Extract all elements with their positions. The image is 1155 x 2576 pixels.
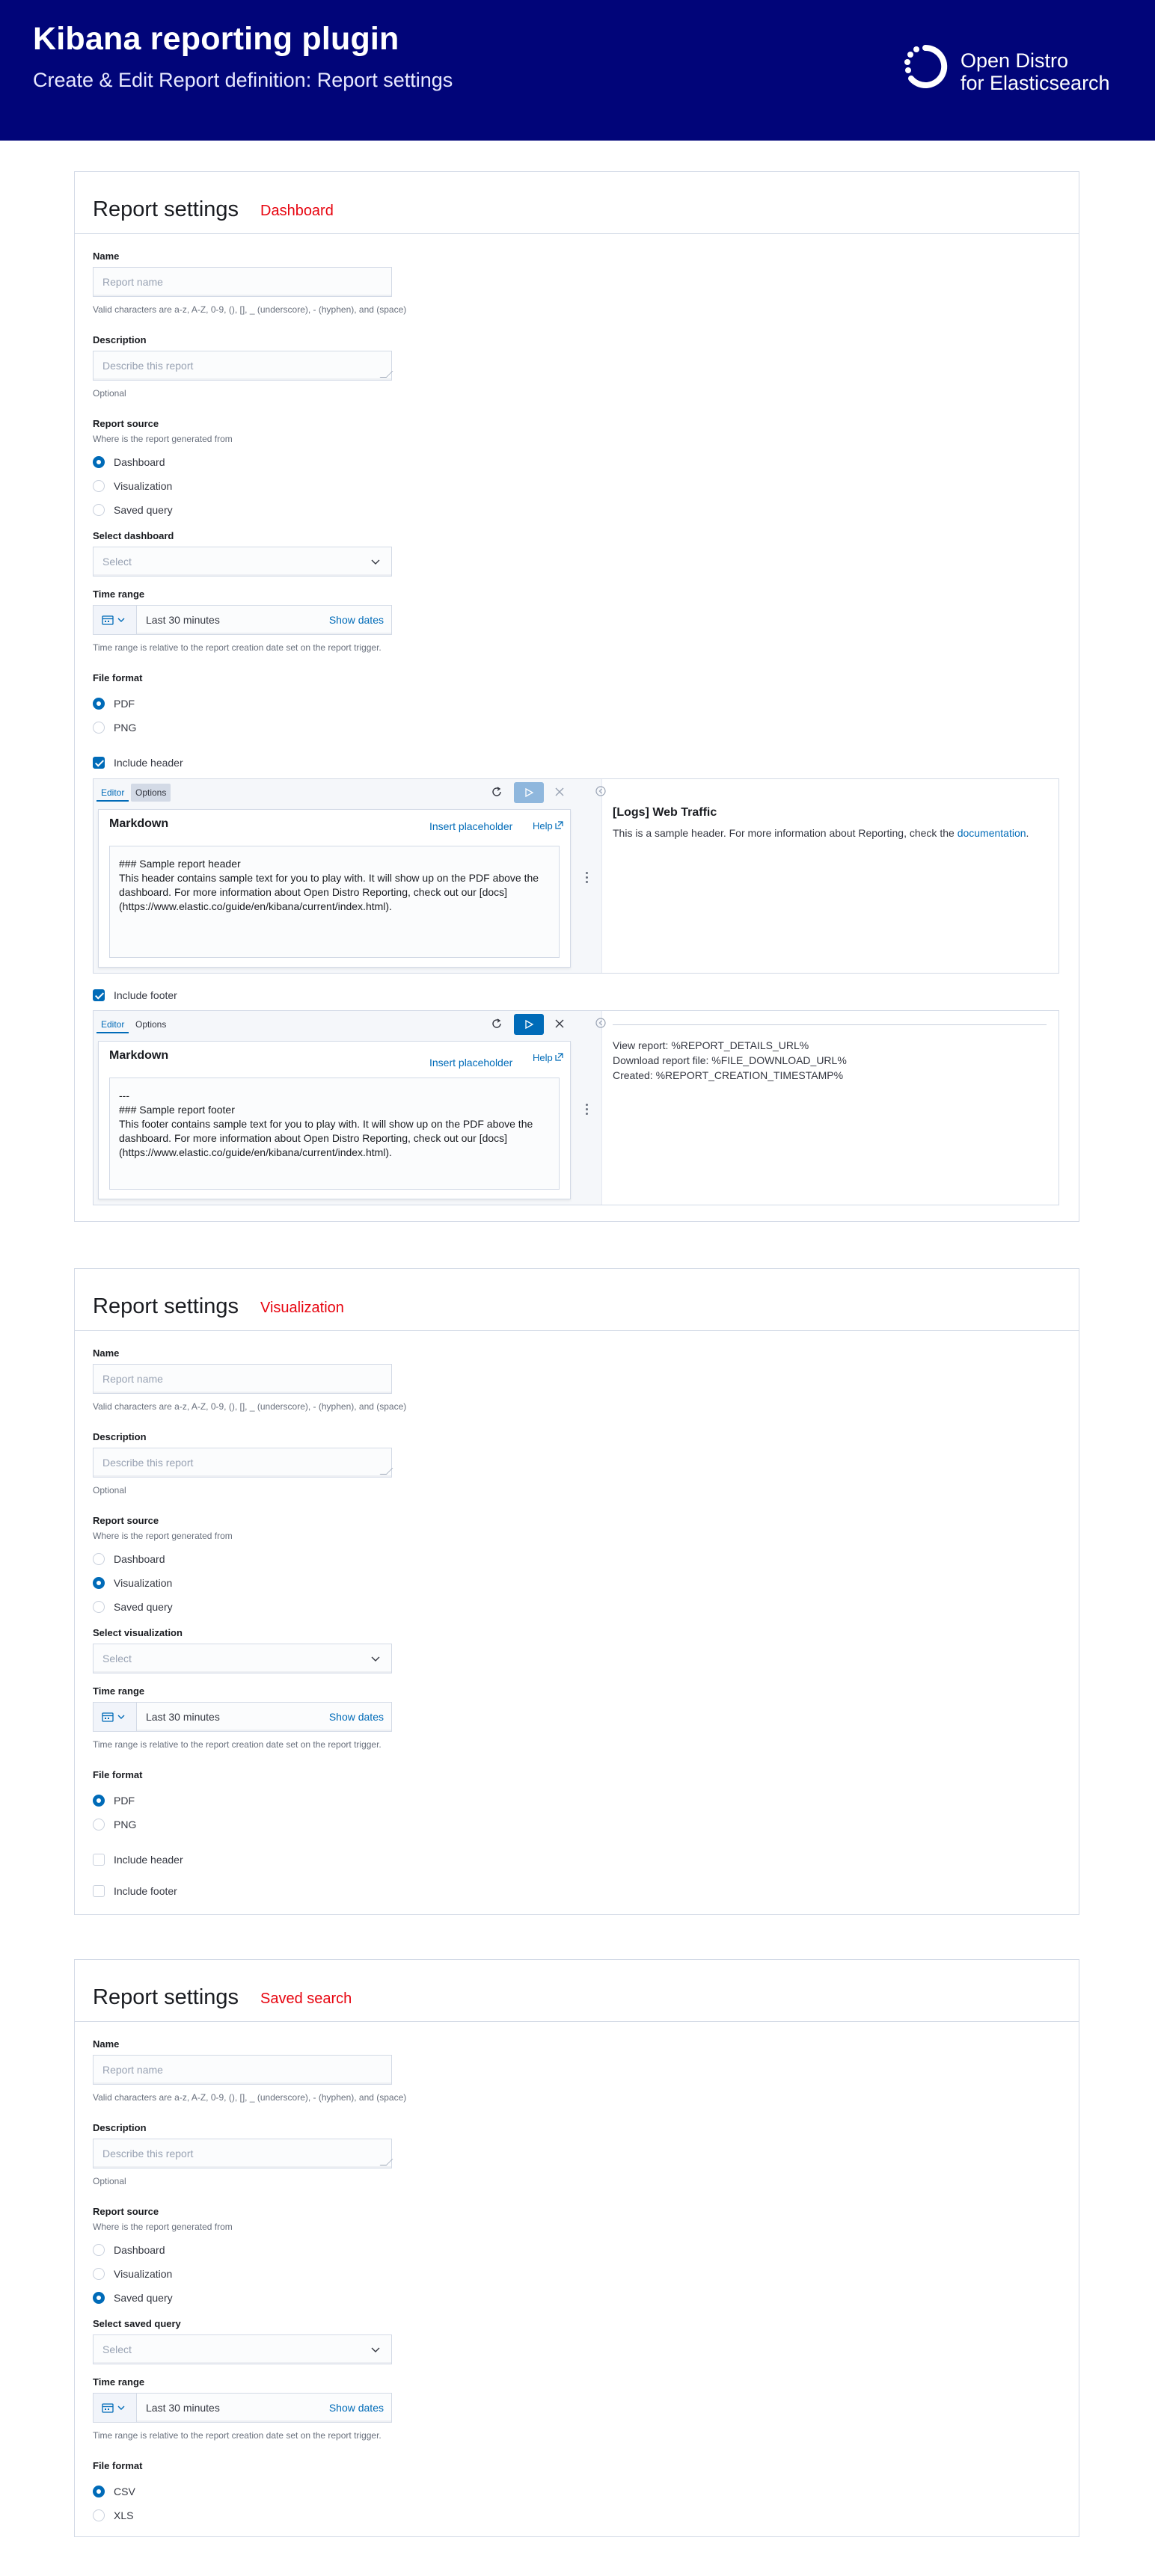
- documentation-link[interactable]: documentation: [957, 827, 1026, 839]
- time-range-label: Time range: [93, 588, 145, 600]
- footer-line-download-url: Download report file: %FILE_DOWNLOAD_URL%: [613, 1054, 847, 1066]
- source-radio-visualization[interactable]: [93, 1575, 172, 1591]
- radio-icon: [93, 2268, 105, 2280]
- footer-line-created: Created: %REPORT_CREATION_TIMESTAMP%: [613, 1069, 844, 1081]
- help-link[interactable]: [533, 820, 563, 831]
- calendar-icon: [102, 615, 114, 625]
- name-input[interactable]: Report name: [93, 2055, 392, 2085]
- external-link-icon: [555, 821, 563, 829]
- panel-header: [75, 1269, 1079, 1331]
- checkbox-label: Include header: [114, 1854, 183, 1866]
- show-dates-link[interactable]: Show dates: [328, 1711, 384, 1723]
- footer-line-report-url: View report: %REPORT_DETAILS_URL%: [613, 1039, 809, 1051]
- refresh-icon[interactable]: [490, 1017, 503, 1030]
- editor-pane: [94, 779, 602, 973]
- time-range-value: Last 30 minutes: [146, 614, 220, 626]
- time-range-picker: [93, 2393, 392, 2423]
- radio-checked-icon: [93, 456, 105, 468]
- help-link[interactable]: [533, 1052, 563, 1063]
- description-input[interactable]: Describe this report: [93, 2139, 392, 2168]
- radio-label: PNG: [114, 1819, 137, 1830]
- source-radio-dashboard[interactable]: [93, 1551, 165, 1567]
- radio-label: Dashboard: [114, 456, 165, 468]
- markdown-card: [98, 1041, 571, 1199]
- report-source-help: Where is the report generated from: [93, 2222, 233, 2232]
- report-settings-panel-visualization: [74, 1268, 1079, 1915]
- report-source-label: Report source: [93, 418, 159, 429]
- source-radio-visualization[interactable]: [93, 2266, 172, 2282]
- description-help: Optional: [93, 388, 126, 399]
- radio-icon: [93, 1601, 105, 1613]
- radio-icon: [93, 2244, 105, 2256]
- file-format-label: File format: [93, 672, 143, 683]
- run-button[interactable]: [514, 782, 544, 803]
- select-dashboard-label: Select dashboard: [93, 530, 174, 541]
- report-source-help: Where is the report generated from: [93, 434, 233, 444]
- footer-markdown-textarea[interactable]: --- ### Sample report footer This footer contains sample text for you to play with. It will show up on the PDF above the dashboard. For more information about Open Distro Reporting, check out our [docs](https://www.elastic.co/guide/en/kibana/current/index.html).: [109, 1078, 560, 1190]
- panel-tag: Visualization: [260, 1300, 344, 1316]
- calendar-icon: [102, 1712, 114, 1722]
- name-label: Name: [93, 1347, 120, 1359]
- description-help: Optional: [93, 1485, 126, 1496]
- select-saved-query-dropdown[interactable]: [93, 2334, 392, 2364]
- help-label: Help: [533, 820, 553, 831]
- panel-header: [75, 1960, 1079, 2022]
- select-placeholder: Select: [102, 556, 132, 568]
- select-dashboard-dropdown[interactable]: [93, 547, 392, 577]
- run-button[interactable]: [514, 1014, 544, 1035]
- radio-checked-icon: [93, 2486, 105, 2497]
- name-help: Valid characters are a-z, A-Z, 0-9, (), [], _ (underscore), - (hyphen), and (space): [93, 1401, 407, 1412]
- format-radio-png[interactable]: [93, 1816, 136, 1833]
- editor-tabs: [94, 779, 602, 809]
- checkbox-label: Include footer: [114, 989, 177, 1001]
- header-markdown-editor: [93, 778, 1059, 974]
- time-range-label: Time range: [93, 2376, 145, 2388]
- format-radio-pdf[interactable]: [93, 1792, 135, 1809]
- radio-icon: [93, 504, 105, 516]
- file-format-label: File format: [93, 2460, 143, 2471]
- footer-preview-lines: [613, 1038, 847, 1083]
- external-link-icon: [555, 1053, 563, 1061]
- page-title: Kibana reporting plugin: [33, 21, 399, 57]
- brand-name: [961, 49, 1110, 94]
- source-radio-dashboard[interactable]: [93, 2242, 165, 2258]
- insert-placeholder-link[interactable]: Insert placeholder: [429, 1057, 513, 1069]
- chevron-down-icon: [370, 556, 381, 567]
- collapse-panel-icon[interactable]: [595, 785, 607, 797]
- footer-markdown-editor: [93, 1010, 1059, 1205]
- quick-select-button[interactable]: [94, 2394, 137, 2422]
- time-range-help: Time range is relative to the report creation date set on the report trigger.: [93, 642, 382, 653]
- panel-tag: Saved search: [260, 1991, 352, 2007]
- description-help: Optional: [93, 2176, 126, 2186]
- radio-label: Visualization: [114, 2268, 173, 2280]
- refresh-icon[interactable]: [490, 785, 503, 799]
- horizontal-rule: [613, 1024, 1047, 1025]
- time-range-help: Time range is relative to the report creation date set on the report trigger.: [93, 1739, 382, 1750]
- time-range-value: Last 30 minutes: [146, 1711, 220, 1723]
- footer-preview: [613, 1011, 1059, 1205]
- markdown-card-title: Markdown: [109, 1049, 169, 1062]
- page-subtitle: Create & Edit Report definition: Report settings: [33, 69, 453, 91]
- tab-options[interactable]: Options: [131, 784, 171, 802]
- include-footer-checkbox[interactable]: [93, 1883, 177, 1899]
- source-radio-visualization[interactable]: [93, 478, 172, 494]
- description-label: Description: [93, 334, 147, 345]
- radio-label: Visualization: [114, 480, 173, 492]
- radio-label: XLS: [114, 2509, 134, 2521]
- description-input[interactable]: Describe this report: [93, 1448, 392, 1478]
- brand-logo: [902, 43, 1127, 97]
- kebab-icon[interactable]: [586, 872, 589, 884]
- tab-options[interactable]: Options: [135, 1019, 167, 1030]
- brand-line-2: for Elasticsearch: [961, 72, 1110, 94]
- include-footer-checkbox[interactable]: [93, 987, 177, 1003]
- time-range-picker: [93, 1702, 392, 1732]
- chevron-down-icon: [117, 2404, 126, 2411]
- show-dates-link[interactable]: Show dates: [328, 614, 384, 626]
- name-label: Name: [93, 2038, 120, 2050]
- radio-label: CSV: [114, 2486, 135, 2497]
- format-radio-csv[interactable]: [93, 2483, 135, 2500]
- name-input[interactable]: Report name: [93, 1364, 392, 1394]
- time-range-help: Time range is relative to the report creation date set on the report trigger.: [93, 2430, 382, 2441]
- radio-label: Saved query: [114, 1601, 173, 1613]
- radio-icon: [93, 1819, 105, 1830]
- source-radio-saved-query[interactable]: [93, 1599, 173, 1615]
- collapse-panel-icon[interactable]: [595, 1017, 607, 1029]
- radio-label: PDF: [114, 1795, 135, 1807]
- checkbox-checked-icon: [93, 757, 105, 769]
- chevron-down-icon: [370, 2344, 381, 2355]
- editor-pane: [94, 1011, 602, 1205]
- radio-checked-icon: [93, 1795, 105, 1807]
- editor-tabs: [94, 1011, 602, 1041]
- checkbox-icon: [93, 1854, 105, 1866]
- kebab-icon[interactable]: [586, 1104, 589, 1116]
- brand-line-1: Open Distro: [961, 49, 1069, 72]
- name-help: Valid characters are a-z, A-Z, 0-9, (), [], _ (underscore), - (hyphen), and (space): [93, 2092, 407, 2103]
- select-placeholder: Select: [102, 2343, 132, 2355]
- name-input[interactable]: Report name: [93, 267, 392, 297]
- select-visualization-dropdown[interactable]: [93, 1644, 392, 1673]
- checkbox-label: Include header: [114, 757, 183, 769]
- select-saved-query-label: Select saved query: [93, 2318, 181, 2329]
- source-radio-saved-query[interactable]: [93, 2290, 173, 2306]
- radio-label: Saved query: [114, 2292, 173, 2304]
- help-label: Help: [533, 1052, 553, 1063]
- source-radio-dashboard[interactable]: [93, 454, 165, 470]
- radio-icon: [93, 722, 105, 734]
- calendar-icon: [102, 2403, 114, 2413]
- open-distro-logo-icon: [902, 43, 949, 90]
- close-icon[interactable]: [553, 1017, 566, 1030]
- checkbox-checked-icon: [93, 989, 105, 1001]
- panel-header: [75, 172, 1079, 234]
- radio-checked-icon: [93, 2292, 105, 2304]
- tab-editor[interactable]: Editor: [96, 784, 129, 802]
- name-help: Valid characters are a-z, A-Z, 0-9, (), [], _ (underscore), - (hyphen), and (space): [93, 304, 407, 315]
- description-input[interactable]: Describe this report: [93, 351, 392, 381]
- panel-title: Report settings: [93, 197, 239, 221]
- checkbox-label: Include footer: [114, 1885, 177, 1897]
- page-banner: [0, 0, 1155, 141]
- report-source-label: Report source: [93, 2206, 159, 2217]
- chevron-down-icon: [370, 1653, 381, 1664]
- preview-end: .: [1026, 827, 1029, 839]
- select-placeholder: Select: [102, 1653, 132, 1664]
- radio-icon: [93, 2509, 105, 2521]
- panel-title: Report settings: [93, 1985, 239, 2009]
- panel-title: Report settings: [93, 1294, 239, 1318]
- file-format-label: File format: [93, 1769, 143, 1780]
- radio-label: Dashboard: [114, 1553, 165, 1565]
- radio-label: Dashboard: [114, 2244, 165, 2256]
- format-radio-png[interactable]: [93, 719, 136, 736]
- quick-select-button[interactable]: [94, 1703, 137, 1731]
- radio-icon: [93, 1553, 105, 1565]
- time-range-picker: [93, 605, 392, 635]
- play-icon: [524, 787, 534, 798]
- format-radio-xls[interactable]: [93, 2507, 133, 2524]
- radio-label: PDF: [114, 698, 135, 710]
- name-label: Name: [93, 250, 120, 262]
- markdown-card-title: Markdown: [109, 817, 169, 830]
- radio-checked-icon: [93, 1577, 105, 1589]
- tab-editor[interactable]: Editor: [96, 1015, 129, 1033]
- markdown-card: [98, 809, 571, 968]
- description-label: Description: [93, 2122, 147, 2133]
- radio-icon: [93, 480, 105, 492]
- time-range-value: Last 30 minutes: [146, 2402, 220, 2414]
- select-visualization-label: Select visualization: [93, 1627, 183, 1638]
- header-markdown-textarea[interactable]: ### Sample report header This header contains sample text for you to play with. It will show up on the PDF above the dashboard. For more information about Open Distro Reporting, check out our [docs](https://www.elastic.co/guide/en/kibana/current/index.html).: [109, 846, 560, 958]
- report-settings-panel-dashboard: [74, 171, 1079, 1222]
- chevron-down-icon: [117, 616, 126, 624]
- time-range-label: Time range: [93, 1685, 145, 1697]
- preview-text: This is a sample header. For more information about Reporting, check the: [613, 827, 955, 839]
- header-preview: [613, 779, 1059, 973]
- insert-placeholder-link[interactable]: Insert placeholder: [429, 820, 513, 832]
- panel-tag: Dashboard: [260, 203, 334, 219]
- radio-label: Saved query: [114, 504, 173, 516]
- format-radio-pdf[interactable]: [93, 695, 135, 712]
- radio-label: PNG: [114, 722, 137, 734]
- description-label: Description: [93, 1431, 147, 1442]
- include-header-checkbox[interactable]: [93, 754, 183, 771]
- header-preview-title: [Logs] Web Traffic: [613, 806, 717, 819]
- play-icon: [524, 1019, 534, 1030]
- checkbox-icon: [93, 1885, 105, 1897]
- radio-checked-icon: [93, 698, 105, 710]
- chevron-down-icon: [117, 1713, 126, 1721]
- close-icon[interactable]: [553, 785, 566, 799]
- report-settings-panel-saved-search: [74, 1959, 1079, 2537]
- report-source-label: Report source: [93, 1515, 159, 1526]
- radio-label: Visualization: [114, 1577, 173, 1589]
- include-header-checkbox[interactable]: [93, 1851, 183, 1868]
- header-preview-text: [613, 827, 1029, 839]
- quick-select-button[interactable]: [94, 606, 137, 634]
- show-dates-link[interactable]: Show dates: [328, 2402, 384, 2414]
- source-radio-saved-query[interactable]: [93, 502, 173, 518]
- report-source-help: Where is the report generated from: [93, 1531, 233, 1541]
